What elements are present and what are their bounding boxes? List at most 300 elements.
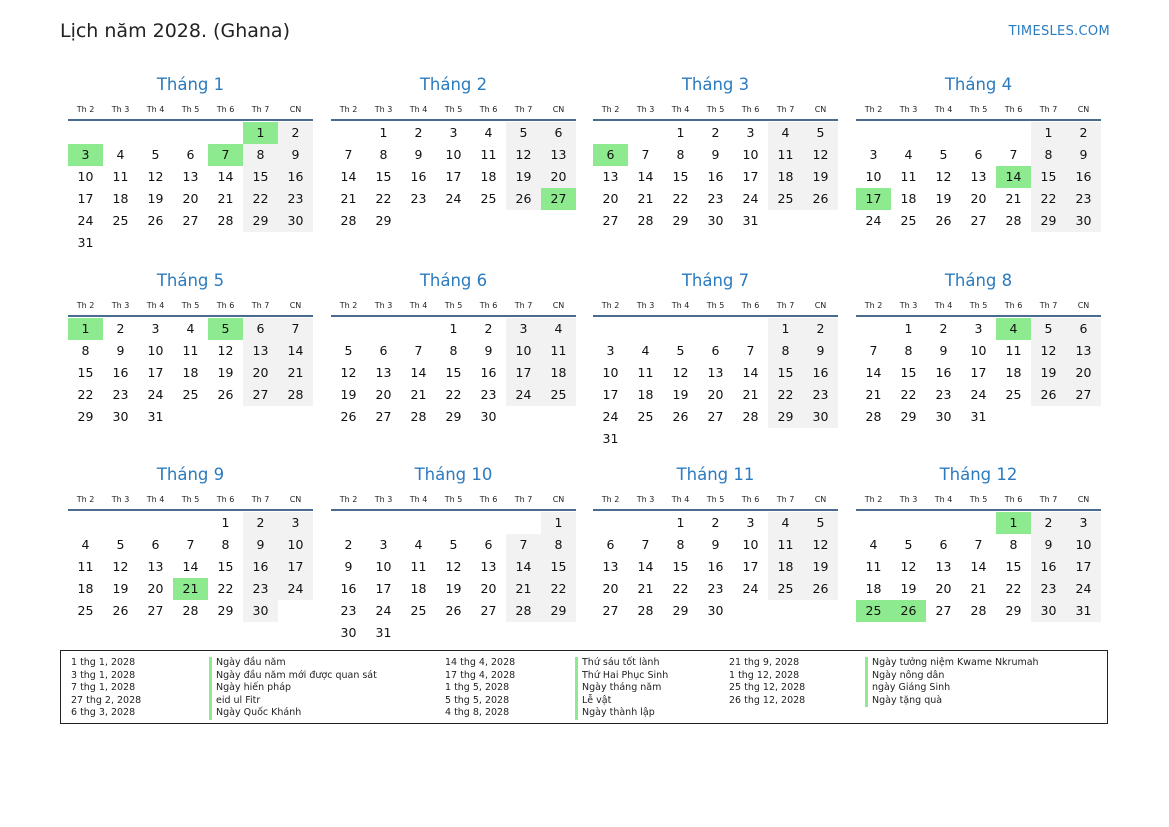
holiday-day-cell[interactable]: 14	[996, 166, 1031, 188]
day-cell[interactable]: 30	[707, 213, 724, 228]
day-cell[interactable]: 9	[1066, 144, 1101, 166]
day-cell[interactable]: 2	[711, 125, 720, 140]
day-cell[interactable]: 12	[1031, 340, 1066, 362]
day-cell[interactable]: 17	[506, 362, 541, 384]
day-cell[interactable]: 3	[869, 147, 878, 162]
day-cell[interactable]: 19	[445, 581, 462, 596]
day-cell[interactable]: 1	[1031, 122, 1066, 144]
holiday-day-cell[interactable]: 6	[593, 144, 628, 166]
day-cell[interactable]: 4	[116, 147, 125, 162]
day-cell[interactable]: 31	[1066, 600, 1101, 622]
day-cell[interactable]: 12	[445, 559, 462, 574]
day-cell[interactable]: 4	[81, 537, 90, 552]
day-cell[interactable]: 16	[340, 581, 357, 596]
day-cell[interactable]: 11	[637, 365, 654, 380]
day-cell[interactable]: 9	[711, 147, 720, 162]
day-cell[interactable]: 28	[865, 409, 882, 424]
day-cell[interactable]: 13	[182, 169, 199, 184]
day-cell[interactable]: 15	[1031, 166, 1066, 188]
day-cell[interactable]: 8	[1031, 144, 1066, 166]
day-cell[interactable]: 11	[541, 340, 576, 362]
day-cell[interactable]: 24	[970, 387, 987, 402]
day-cell[interactable]: 25	[112, 213, 129, 228]
day-cell[interactable]: 8	[768, 340, 803, 362]
day-cell[interactable]: 28	[637, 213, 654, 228]
day-cell[interactable]: 15	[77, 365, 94, 380]
day-cell[interactable]: 11	[865, 559, 882, 574]
day-cell[interactable]: 11	[768, 144, 803, 166]
day-cell[interactable]: 27	[602, 213, 619, 228]
day-cell[interactable]: 13	[1066, 340, 1101, 362]
day-cell[interactable]: 26	[1031, 384, 1066, 406]
day-cell[interactable]: 8	[1009, 537, 1018, 552]
day-cell[interactable]: 20	[541, 166, 576, 188]
day-cell[interactable]: 2	[711, 515, 720, 530]
day-cell[interactable]: 15	[217, 559, 234, 574]
day-cell[interactable]: 21	[506, 578, 541, 600]
day-cell[interactable]: 18	[900, 191, 917, 206]
day-cell[interactable]: 10	[742, 147, 759, 162]
day-cell[interactable]: 16	[410, 169, 427, 184]
day-cell[interactable]: 26	[803, 578, 838, 600]
day-cell[interactable]: 20	[707, 387, 724, 402]
day-cell[interactable]: 1	[768, 318, 803, 340]
day-cell[interactable]: 13	[480, 559, 497, 574]
day-cell[interactable]: 13	[602, 169, 619, 184]
day-cell[interactable]: 3	[746, 515, 755, 530]
day-cell[interactable]: 10	[147, 343, 164, 358]
day-cell[interactable]: 15	[672, 559, 689, 574]
day-cell[interactable]: 27	[935, 603, 952, 618]
day-cell[interactable]: 28	[742, 409, 759, 424]
day-cell[interactable]: 11	[900, 169, 917, 184]
day-cell[interactable]: 19	[1031, 362, 1066, 384]
day-cell[interactable]: 27	[1066, 384, 1101, 406]
day-cell[interactable]: 23	[707, 191, 724, 206]
day-cell[interactable]: 22	[672, 191, 689, 206]
day-cell[interactable]: 24	[742, 191, 759, 206]
day-cell[interactable]: 7	[344, 147, 353, 162]
day-cell[interactable]: 14	[865, 365, 882, 380]
day-cell[interactable]: 22	[672, 581, 689, 596]
day-cell[interactable]: 1	[379, 125, 388, 140]
day-cell[interactable]: 9	[484, 343, 493, 358]
day-cell[interactable]: 5	[1031, 318, 1066, 340]
day-cell[interactable]: 26	[445, 603, 462, 618]
day-cell[interactable]: 20	[970, 191, 987, 206]
day-cell[interactable]: 14	[217, 169, 234, 184]
day-cell[interactable]: 2	[1066, 122, 1101, 144]
day-cell[interactable]: 18	[182, 365, 199, 380]
day-cell[interactable]: 29	[768, 406, 803, 428]
day-cell[interactable]: 30	[278, 210, 313, 232]
day-cell[interactable]: 1	[541, 512, 576, 534]
day-cell[interactable]: 2	[243, 512, 278, 534]
holiday-day-cell[interactable]: 7	[208, 144, 243, 166]
day-cell[interactable]: 16	[243, 556, 278, 578]
day-cell[interactable]: 15	[900, 365, 917, 380]
day-cell[interactable]: 30	[707, 603, 724, 618]
day-cell[interactable]: 18	[112, 191, 129, 206]
day-cell[interactable]: 27	[602, 603, 619, 618]
day-cell[interactable]: 24	[278, 578, 313, 600]
day-cell[interactable]: 11	[112, 169, 129, 184]
day-cell[interactable]: 12	[672, 365, 689, 380]
day-cell[interactable]: 3	[506, 318, 541, 340]
day-cell[interactable]: 24	[602, 409, 619, 424]
day-cell[interactable]: 31	[375, 625, 392, 640]
day-cell[interactable]: 26	[935, 213, 952, 228]
day-cell[interactable]: 23	[243, 578, 278, 600]
day-cell[interactable]: 7	[278, 318, 313, 340]
day-cell[interactable]: 5	[676, 343, 685, 358]
day-cell[interactable]: 6	[379, 343, 388, 358]
day-cell[interactable]: 18	[637, 387, 654, 402]
day-cell[interactable]: 8	[676, 147, 685, 162]
day-cell[interactable]: 15	[375, 169, 392, 184]
day-cell[interactable]: 24	[77, 213, 94, 228]
day-cell[interactable]: 6	[243, 318, 278, 340]
day-cell[interactable]: 19	[935, 191, 952, 206]
day-cell[interactable]: 27	[182, 213, 199, 228]
day-cell[interactable]: 18	[541, 362, 576, 384]
day-cell[interactable]: 5	[803, 512, 838, 534]
day-cell[interactable]: 5	[344, 343, 353, 358]
day-cell[interactable]: 7	[186, 537, 195, 552]
day-cell[interactable]: 9	[278, 144, 313, 166]
day-cell[interactable]: 3	[746, 125, 755, 140]
day-cell[interactable]: 16	[707, 559, 724, 574]
day-cell[interactable]: 24	[147, 387, 164, 402]
day-cell[interactable]: 13	[147, 559, 164, 574]
day-cell[interactable]: 20	[243, 362, 278, 384]
day-cell[interactable]: 2	[939, 321, 948, 336]
day-cell[interactable]: 2	[484, 321, 493, 336]
day-cell[interactable]: 3	[278, 512, 313, 534]
day-cell[interactable]: 6	[484, 537, 493, 552]
day-cell[interactable]: 15	[768, 362, 803, 384]
day-cell[interactable]: 10	[742, 537, 759, 552]
day-cell[interactable]: 11	[480, 147, 497, 162]
day-cell[interactable]: 19	[217, 365, 234, 380]
day-cell[interactable]: 16	[935, 365, 952, 380]
day-cell[interactable]: 13	[243, 340, 278, 362]
day-cell[interactable]: 21	[410, 387, 427, 402]
day-cell[interactable]: 14	[637, 559, 654, 574]
day-cell[interactable]: 11	[410, 559, 427, 574]
holiday-day-cell[interactable]: 1	[996, 512, 1031, 534]
holiday-day-cell[interactable]: 3	[68, 144, 103, 166]
day-cell[interactable]: 27	[147, 603, 164, 618]
day-cell[interactable]: 26	[672, 409, 689, 424]
day-cell[interactable]: 30	[1066, 210, 1101, 232]
day-cell[interactable]: 5	[803, 122, 838, 144]
day-cell[interactable]: 10	[445, 147, 462, 162]
day-cell[interactable]: 2	[344, 537, 353, 552]
day-cell[interactable]: 1	[449, 321, 458, 336]
day-cell[interactable]: 26	[147, 213, 164, 228]
day-cell[interactable]: 4	[414, 537, 423, 552]
day-cell[interactable]: 2	[1031, 512, 1066, 534]
day-cell[interactable]: 30	[112, 409, 129, 424]
day-cell[interactable]: 21	[970, 581, 987, 596]
day-cell[interactable]: 9	[344, 559, 353, 574]
holiday-day-cell[interactable]: 25	[856, 600, 891, 622]
day-cell[interactable]: 4	[641, 343, 650, 358]
day-cell[interactable]: 24	[1066, 578, 1101, 600]
day-cell[interactable]: 10	[1066, 534, 1101, 556]
day-cell[interactable]: 3	[1066, 512, 1101, 534]
day-cell[interactable]: 11	[77, 559, 94, 574]
day-cell[interactable]: 29	[672, 603, 689, 618]
day-cell[interactable]: 6	[186, 147, 195, 162]
day-cell[interactable]: 15	[541, 556, 576, 578]
holiday-day-cell[interactable]: 4	[996, 318, 1031, 340]
day-cell[interactable]: 13	[602, 559, 619, 574]
day-cell[interactable]: 13	[970, 169, 987, 184]
day-cell[interactable]: 9	[116, 343, 125, 358]
day-cell[interactable]: 12	[506, 144, 541, 166]
day-cell[interactable]: 22	[541, 578, 576, 600]
day-cell[interactable]: 2	[116, 321, 125, 336]
day-cell[interactable]: 6	[939, 537, 948, 552]
day-cell[interactable]: 6	[606, 537, 615, 552]
day-cell[interactable]: 8	[676, 537, 685, 552]
day-cell[interactable]: 25	[1005, 387, 1022, 402]
brand-link[interactable]: TIMESLES.COM	[1008, 24, 1110, 39]
day-cell[interactable]: 22	[445, 387, 462, 402]
day-cell[interactable]: 27	[375, 409, 392, 424]
day-cell[interactable]: 3	[151, 321, 160, 336]
day-cell[interactable]: 17	[1066, 556, 1101, 578]
day-cell[interactable]: 11	[182, 343, 199, 358]
day-cell[interactable]: 8	[243, 144, 278, 166]
day-cell[interactable]: 16	[112, 365, 129, 380]
day-cell[interactable]: 21	[1005, 191, 1022, 206]
day-cell[interactable]: 17	[278, 556, 313, 578]
day-cell[interactable]: 2	[414, 125, 423, 140]
day-cell[interactable]: 23	[803, 384, 838, 406]
day-cell[interactable]: 16	[278, 166, 313, 188]
day-cell[interactable]: 7	[1009, 147, 1018, 162]
day-cell[interactable]: 19	[803, 166, 838, 188]
day-cell[interactable]: 4	[186, 321, 195, 336]
day-cell[interactable]: 5	[151, 147, 160, 162]
day-cell[interactable]: 9	[243, 534, 278, 556]
holiday-day-cell[interactable]: 5	[208, 318, 243, 340]
day-cell[interactable]: 8	[904, 343, 913, 358]
day-cell[interactable]: 17	[375, 581, 392, 596]
day-cell[interactable]: 20	[480, 581, 497, 596]
day-cell[interactable]: 17	[77, 191, 94, 206]
day-cell[interactable]: 28	[410, 409, 427, 424]
holiday-day-cell[interactable]: 17	[856, 188, 891, 210]
day-cell[interactable]: 22	[217, 581, 234, 596]
day-cell[interactable]: 12	[803, 144, 838, 166]
day-cell[interactable]: 8	[541, 534, 576, 556]
day-cell[interactable]: 6	[711, 343, 720, 358]
day-cell[interactable]: 25	[77, 603, 94, 618]
holiday-day-cell[interactable]: 1	[243, 122, 278, 144]
day-cell[interactable]: 30	[935, 409, 952, 424]
day-cell[interactable]: 12	[217, 343, 234, 358]
day-cell[interactable]: 29	[445, 409, 462, 424]
day-cell[interactable]: 24	[506, 384, 541, 406]
day-cell[interactable]: 20	[935, 581, 952, 596]
day-cell[interactable]: 23	[707, 581, 724, 596]
day-cell[interactable]: 21	[637, 191, 654, 206]
day-cell[interactable]: 18	[1005, 365, 1022, 380]
day-cell[interactable]: 28	[340, 213, 357, 228]
day-cell[interactable]: 10	[602, 365, 619, 380]
day-cell[interactable]: 14	[182, 559, 199, 574]
day-cell[interactable]: 20	[147, 581, 164, 596]
day-cell[interactable]: 22	[375, 191, 392, 206]
day-cell[interactable]: 19	[506, 166, 541, 188]
day-cell[interactable]: 7	[641, 147, 650, 162]
day-cell[interactable]: 10	[77, 169, 94, 184]
day-cell[interactable]: 30	[480, 409, 497, 424]
day-cell[interactable]: 23	[1066, 188, 1101, 210]
day-cell[interactable]: 4	[541, 318, 576, 340]
day-cell[interactable]: 17	[602, 387, 619, 402]
day-cell[interactable]: 20	[375, 387, 392, 402]
day-cell[interactable]: 5	[449, 537, 458, 552]
day-cell[interactable]: 16	[480, 365, 497, 380]
day-cell[interactable]: 19	[900, 581, 917, 596]
day-cell[interactable]: 4	[484, 125, 493, 140]
day-cell[interactable]: 23	[410, 191, 427, 206]
day-cell[interactable]: 18	[77, 581, 94, 596]
day-cell[interactable]: 12	[340, 365, 357, 380]
day-cell[interactable]: 18	[480, 169, 497, 184]
day-cell[interactable]: 29	[672, 213, 689, 228]
day-cell[interactable]: 8	[449, 343, 458, 358]
day-cell[interactable]: 31	[742, 213, 759, 228]
day-cell[interactable]: 29	[375, 213, 392, 228]
day-cell[interactable]: 20	[602, 191, 619, 206]
day-cell[interactable]: 22	[77, 387, 94, 402]
day-cell[interactable]: 26	[217, 387, 234, 402]
day-cell[interactable]: 26	[803, 188, 838, 210]
day-cell[interactable]: 29	[77, 409, 94, 424]
day-cell[interactable]: 10	[375, 559, 392, 574]
day-cell[interactable]: 13	[541, 144, 576, 166]
day-cell[interactable]: 13	[935, 559, 952, 574]
day-cell[interactable]: 18	[865, 581, 882, 596]
day-cell[interactable]: 20	[1066, 362, 1101, 384]
day-cell[interactable]: 25	[637, 409, 654, 424]
day-cell[interactable]: 6	[974, 147, 983, 162]
day-cell[interactable]: 25	[768, 188, 803, 210]
day-cell[interactable]: 21	[742, 387, 759, 402]
day-cell[interactable]: 19	[803, 556, 838, 578]
day-cell[interactable]: 18	[768, 166, 803, 188]
day-cell[interactable]: 28	[182, 603, 199, 618]
day-cell[interactable]: 1	[904, 321, 913, 336]
day-cell[interactable]: 23	[935, 387, 952, 402]
day-cell[interactable]: 17	[445, 169, 462, 184]
day-cell[interactable]: 19	[112, 581, 129, 596]
day-cell[interactable]: 29	[900, 409, 917, 424]
day-cell[interactable]: 24	[742, 581, 759, 596]
day-cell[interactable]: 31	[602, 431, 619, 446]
day-cell[interactable]: 10	[865, 169, 882, 184]
day-cell[interactable]: 3	[379, 537, 388, 552]
day-cell[interactable]: 22	[243, 188, 278, 210]
day-cell[interactable]: 28	[278, 384, 313, 406]
day-cell[interactable]: 9	[939, 343, 948, 358]
day-cell[interactable]: 7	[974, 537, 983, 552]
day-cell[interactable]: 15	[445, 365, 462, 380]
day-cell[interactable]: 14	[410, 365, 427, 380]
day-cell[interactable]: 17	[742, 169, 759, 184]
day-cell[interactable]: 6	[541, 122, 576, 144]
day-cell[interactable]: 15	[1005, 559, 1022, 574]
day-cell[interactable]: 21	[217, 191, 234, 206]
day-cell[interactable]: 13	[707, 365, 724, 380]
day-cell[interactable]: 29	[243, 210, 278, 232]
day-cell[interactable]: 19	[147, 191, 164, 206]
day-cell[interactable]: 14	[637, 169, 654, 184]
day-cell[interactable]: 8	[81, 343, 90, 358]
day-cell[interactable]: 27	[707, 409, 724, 424]
day-cell[interactable]: 31	[77, 235, 94, 250]
day-cell[interactable]: 15	[672, 169, 689, 184]
day-cell[interactable]: 15	[243, 166, 278, 188]
day-cell[interactable]: 4	[869, 537, 878, 552]
day-cell[interactable]: 7	[641, 537, 650, 552]
day-cell[interactable]: 25	[410, 603, 427, 618]
day-cell[interactable]: 14	[506, 556, 541, 578]
holiday-day-cell[interactable]: 1	[68, 318, 103, 340]
day-cell[interactable]: 30	[243, 600, 278, 622]
day-cell[interactable]: 21	[340, 191, 357, 206]
day-cell[interactable]: 21	[278, 362, 313, 384]
day-cell[interactable]: 12	[900, 559, 917, 574]
day-cell[interactable]: 29	[541, 600, 576, 622]
day-cell[interactable]: 3	[974, 321, 983, 336]
day-cell[interactable]: 14	[278, 340, 313, 362]
holiday-day-cell[interactable]: 27	[541, 188, 576, 210]
day-cell[interactable]: 10	[278, 534, 313, 556]
day-cell[interactable]: 30	[1031, 600, 1066, 622]
day-cell[interactable]: 12	[147, 169, 164, 184]
day-cell[interactable]: 13	[375, 365, 392, 380]
day-cell[interactable]: 16	[707, 169, 724, 184]
day-cell[interactable]: 22	[1005, 581, 1022, 596]
holiday-day-cell[interactable]: 21	[173, 578, 208, 600]
day-cell[interactable]: 12	[935, 169, 952, 184]
day-cell[interactable]: 17	[147, 365, 164, 380]
day-cell[interactable]: 16	[1031, 556, 1066, 578]
day-cell[interactable]: 20	[182, 191, 199, 206]
day-cell[interactable]: 10	[506, 340, 541, 362]
day-cell[interactable]: 7	[869, 343, 878, 358]
day-cell[interactable]: 18	[410, 581, 427, 596]
day-cell[interactable]: 5	[904, 537, 913, 552]
day-cell[interactable]: 28	[506, 600, 541, 622]
day-cell[interactable]: 26	[506, 188, 541, 210]
day-cell[interactable]: 25	[541, 384, 576, 406]
day-cell[interactable]: 1	[676, 515, 685, 530]
day-cell[interactable]: 6	[151, 537, 160, 552]
day-cell[interactable]: 9	[414, 147, 423, 162]
day-cell[interactable]: 2	[803, 318, 838, 340]
day-cell[interactable]: 26	[340, 409, 357, 424]
day-cell[interactable]: 27	[480, 603, 497, 618]
day-cell[interactable]: 16	[803, 362, 838, 384]
